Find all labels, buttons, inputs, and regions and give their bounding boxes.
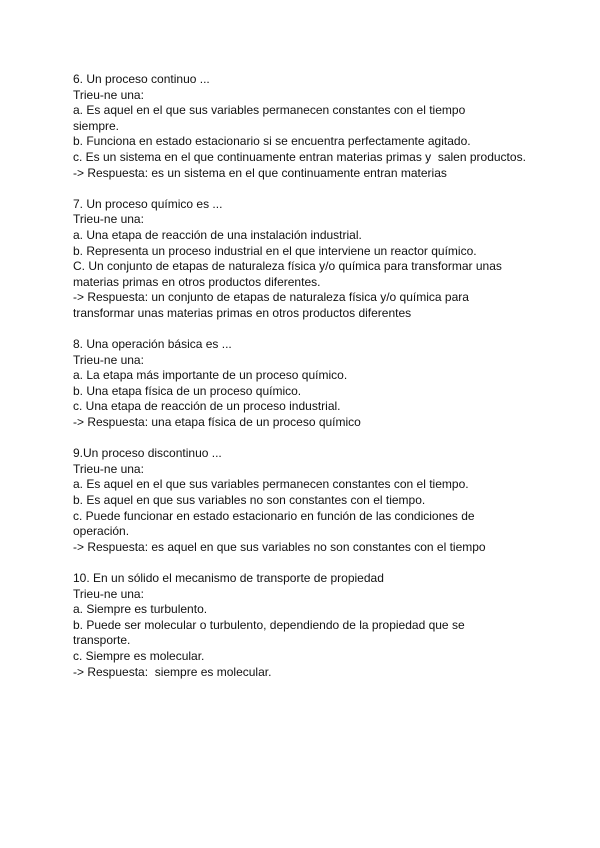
question-title: 7. Un proceso químico es ... [73, 196, 223, 211]
question-prompt: Trieu-ne una: [73, 212, 144, 227]
question-prompt: Trieu-ne una: [73, 461, 144, 476]
question-9 [73, 446, 573, 555]
answer-line: -> Respuesta: una etapa física de un proceso químico [73, 415, 361, 430]
option-c: c. Una etapa de reacción de un proceso industrial. [73, 399, 341, 414]
answer-line: -> Respuesta: es aquel en que sus variables no son constantes con el tiempo [73, 539, 486, 554]
question-6 [73, 72, 573, 181]
question-10 [73, 571, 573, 680]
option-b: b. Representa un proceso industrial en el que interviene un reactor químico. [73, 243, 477, 258]
question-8 [73, 337, 573, 431]
option-a: a. Una etapa de reacción de una instalación industrial. [73, 227, 362, 242]
option-a: a. La etapa más importante de un proceso químico. [73, 368, 348, 383]
question-prompt: Trieu-ne una: [73, 586, 144, 601]
option-b: b. Puede ser molecular o turbulento, dependiendo de la propiedad que se transporte. [73, 617, 465, 648]
question-title: 8. Una operación básica es ... [73, 337, 232, 352]
option-a: a. Es aquel en el que sus variables permanecen constantes con el tiempo. [73, 477, 469, 492]
question-title: 10. En un sólido el mecanismo de transporte de propiedad [73, 571, 384, 585]
option-c: c. Puede funcionar en estado estacionario en función de las condiciones de operación. [73, 508, 475, 539]
question-prompt: Trieu-ne una: [73, 87, 144, 102]
answer-line: -> Respuesta: un conjunto de etapas de naturaleza física y/o química para transformar unas materias primas en otros productos diferentes [73, 290, 469, 320]
answer-line: -> Respuesta: siempre es molecular. [73, 664, 272, 679]
document-page [73, 72, 573, 696]
question-prompt: Trieu-ne una: [73, 352, 144, 367]
option-b: b. Funciona en estado estacionario si se encuentra perfectamente agitado. [73, 134, 471, 149]
option-c: C. Un conjunto de etapas de naturaleza física y/o química para transformar unas materias primas en otros productos diferentes. [73, 259, 502, 289]
option-c: c. Es un sistema en el que continuamente entran materias primas y salen productos. [73, 149, 526, 164]
option-a: a. Es aquel en el que sus variables permanecen constantes con el tiempo siempre. [73, 103, 466, 133]
option-b: b. Una etapa física de un proceso químico. [73, 383, 302, 398]
answer-line: -> Respuesta: es un sistema en el que continuamente entran materias [73, 165, 447, 180]
option-a: a. Siempre es turbulento. [73, 602, 208, 617]
question-title: 6. Un proceso continuo ... [73, 72, 210, 86]
option-c: c. Siempre es molecular. [73, 648, 205, 663]
option-b: b. Es aquel en que sus variables no son constantes con el tiempo. [73, 493, 426, 508]
question-title: 9.Un proceso discontinuo ... [73, 446, 222, 461]
question-7 [73, 197, 573, 322]
